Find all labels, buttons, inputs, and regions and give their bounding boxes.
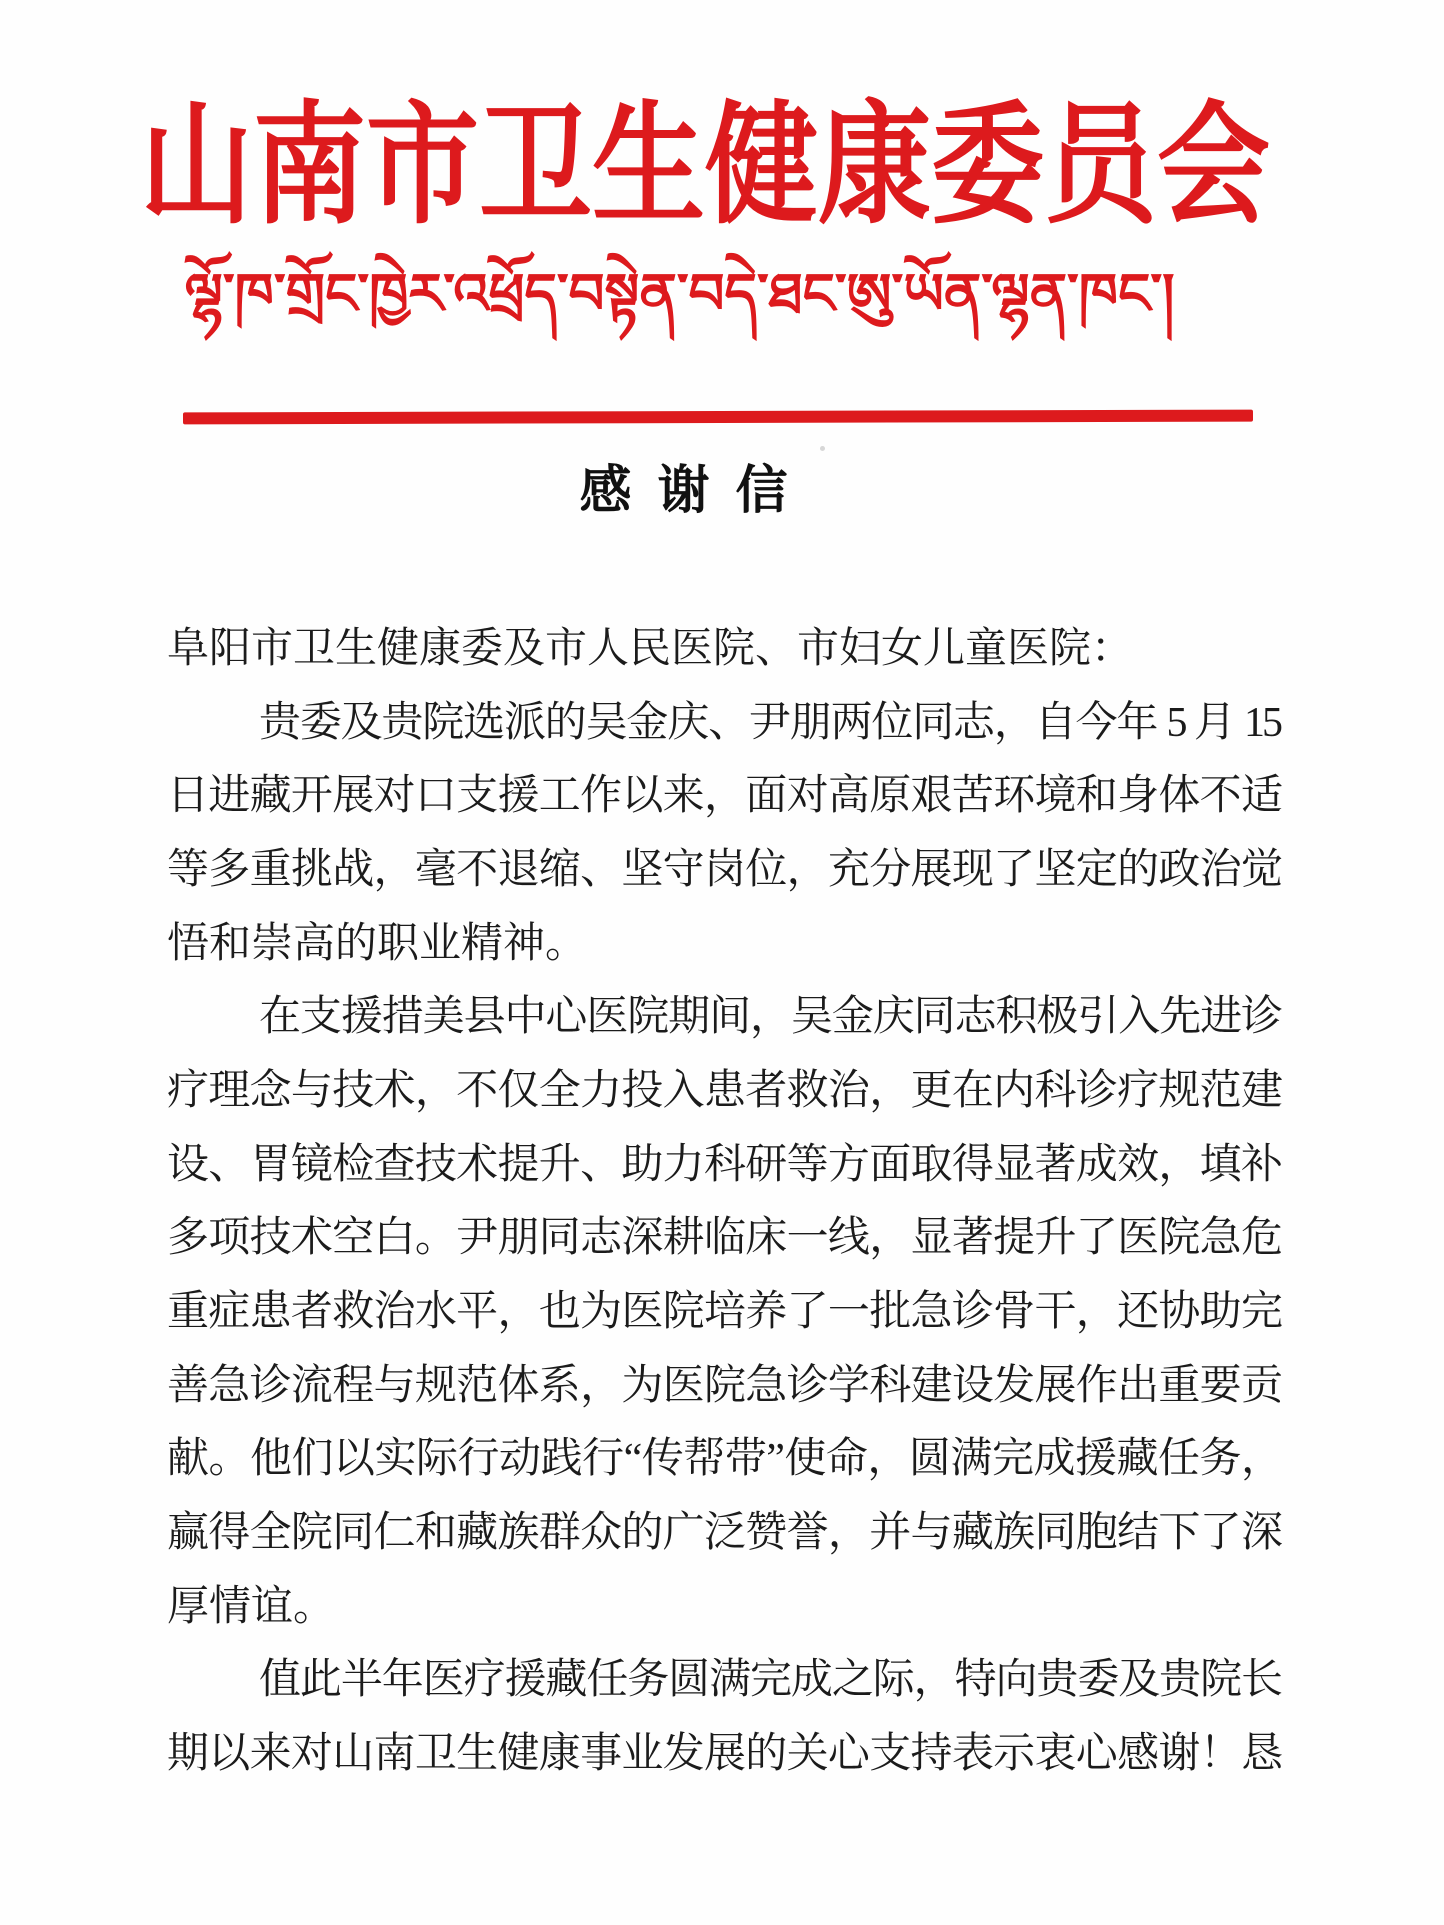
- scan-artifact-dot: [820, 446, 825, 451]
- body-line: 设、胃镜检查技术提升、助力科研等方面取得显著成效，填补: [167, 1141, 1280, 1188]
- letterhead-tibetan: [167, 258, 1280, 334]
- letter-title: 感谢信: [579, 463, 814, 520]
- letter-title-row: [167, 456, 1280, 529]
- body-line: 献。他们以实际行动践行“传帮带”使命，圆满完成援藏任务，: [167, 1436, 1280, 1483]
- body-line: 重症患者救治水平，也为医院培养了一批急诊骨干，还协助完: [167, 1288, 1280, 1335]
- body-line: 等多重挑战，毫不退缩、坚守岗位，充分展现了坚定的政治觉: [167, 846, 1280, 893]
- letter-body: [167, 613, 1280, 1792]
- letterhead: [140, 88, 1280, 241]
- body-line: 多项技术空白。尹朋同志深耕临床一线，显著提升了医院急危: [167, 1215, 1280, 1262]
- body-line: 疗理念与技术，不仅全力投入患者救治，更在内科诊疗规范建: [167, 1067, 1280, 1114]
- org-name-tibetan: ལྷོ་ཁ་གྲོང་ཁྱེར་འཕྲོད་བསྟེན་བདེ་ཐང་ཨུ་ཡོན་ལྷན་ཁང་།: [184, 264, 1175, 326]
- body-line: 悟和崇高的职业精神。: [167, 920, 588, 967]
- body-line: 日进藏开展对口支援工作以来，面对高原艰苦环境和身体不适: [167, 773, 1280, 820]
- body-line: 值此半年医疗援藏任务圆满完成之际，特向贵委及贵院长: [259, 1657, 1280, 1704]
- body-line: 善急诊流程与规范体系，为医院急诊学科建设发展作出重要贡: [167, 1362, 1280, 1409]
- body-line: 贵委及贵院选派的吴金庆、尹朋两位同志，自今年 5 月 15: [259, 699, 1280, 746]
- org-name-chinese: 山南市卫生健康委员会: [140, 93, 1270, 241]
- body-line: 期以来对山南卫生健康事业发展的关心支持表示衷心感谢！恳: [167, 1730, 1280, 1777]
- body-line: 在支援措美县中心医院期间，吴金庆同志积极引入先进诊: [259, 994, 1280, 1041]
- letterhead-divider-rule: [183, 410, 1253, 425]
- body-line: 厚情谊。: [167, 1583, 336, 1630]
- body-line: 赢得全院同仁和藏族群众的广泛赞誉，并与藏族同胞结下了深: [167, 1509, 1280, 1556]
- body-line: 阜阳市卫生健康委及市人民医院、市妇女儿童医院：: [167, 626, 1134, 672]
